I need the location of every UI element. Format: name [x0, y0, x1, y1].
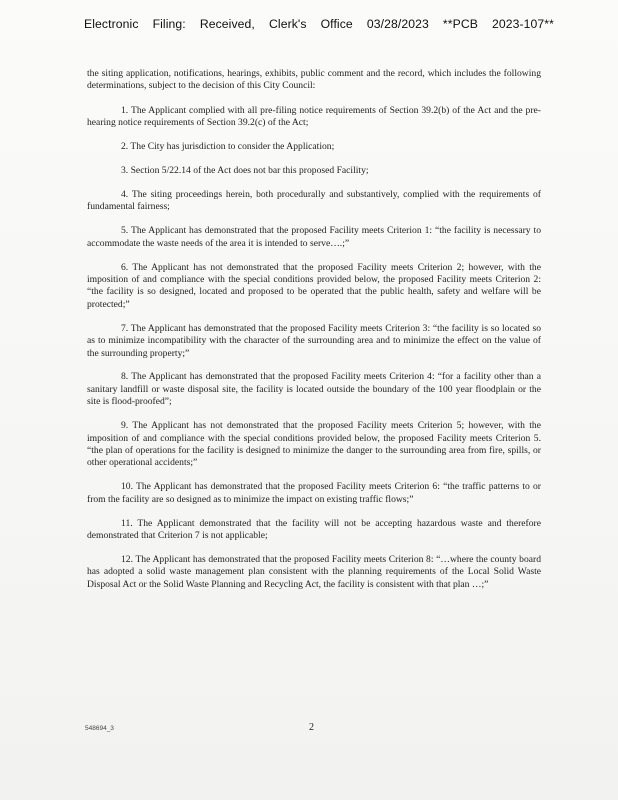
- determination-4: 4. The siting proceedings herein, both procedurally and substantively, complied with the requirements of fundamental fairness;: [87, 188, 541, 213]
- determination-10: 10. The Applicant has demonstrated that the proposed Facility meets Criterion 6: “the traffic patterns to or from the facility are so designed as to minimize the impact on existing traffic flows;”: [87, 481, 541, 505]
- filing-stamp: [84, 17, 554, 31]
- stamp-word: **PCB: [442, 17, 478, 31]
- determination-6: 6. The Applicant has not demonstrated that the proposed Facility meets Criterion 2; however, with the imposition of and compliance with the special conditions provided below, the proposed Facility meets Criterion 2: “the facility is so designed, located and proposed to be operated that the public health, safety and welfare will be protected;”: [87, 261, 541, 310]
- determination-3: 3. Section 5/22.14 of the Act does not bar this proposed Facility;: [121, 165, 369, 177]
- document-body: [87, 68, 541, 603]
- stamp-word: Office: [320, 17, 353, 31]
- stamp-word: Electronic: [84, 17, 139, 31]
- stamp-word: Clerk's: [268, 17, 307, 31]
- page-number: 2: [309, 722, 314, 733]
- determination-12: 12. The Applicant has demonstrated that the proposed Facility meets Criterion 8: “…where the county board has adopted a solid waste management plan consistent with the planning requirements of the Local Solid Waste Disposal Act or the Solid Waste Planning and Recycling Act, the facility is consistent with that plan …;”: [87, 553, 541, 590]
- determination-11: 11. The Applicant demonstrated that the facility will not be accepting hazardous waste and therefore demonstrated that Criterion 7 is not applicable;: [87, 517, 541, 541]
- stamp-word: Filing:: [152, 17, 186, 31]
- determination-5: 5. The Applicant has demonstrated that the proposed Facility meets Criterion 1: “the facility is necessary to accommodate the waste needs of the area it is intended to serve….;”: [87, 225, 541, 249]
- determination-1: 1. The Applicant complied with all pre-filing notice requirements of Section 39.2(b) of the Act and the pre-hearing notice requirements of Section 39.2(c) of the Act;: [87, 104, 541, 129]
- stamp-date: 03/28/2023: [366, 17, 429, 31]
- document-id: 548694_3: [85, 725, 114, 732]
- determination-2: 2. The City has jurisdiction to consider the Application;: [121, 141, 335, 153]
- determination-8: 8. The Applicant has demonstrated that the proposed Facility meets Criterion 4: “for a facility other than a sanitary landfill or waste disposal site, the facility is located outside the boundary of the 100 year floodplain or the site is flood-proofed”;: [87, 371, 541, 408]
- stamp-case-number: 2023-107**: [492, 17, 554, 31]
- determination-7: 7. The Applicant has demonstrated that the proposed Facility meets Criterion 3: “the facility is so located so as to minimize incompatibility with the character of the surrounding area and to minimize the effect on the value of the surrounding property;”: [87, 322, 541, 359]
- stamp-word: Received,: [199, 17, 255, 31]
- intro-paragraph: the siting application, notifications, hearings, exhibits, public comment and the record, which includes the following determinations, subject to the decision of this City Council:: [87, 68, 541, 92]
- determination-9: 9. The Applicant has not demonstrated that the proposed Facility meets Criterion 5; however, with the imposition of and compliance with the special conditions provided below, the proposed Facility meets Criterion 5. “the plan of operations for the facility is designed to minimize the danger to the surrounding area from fire, spills, or other operational accidents;”: [87, 420, 541, 469]
